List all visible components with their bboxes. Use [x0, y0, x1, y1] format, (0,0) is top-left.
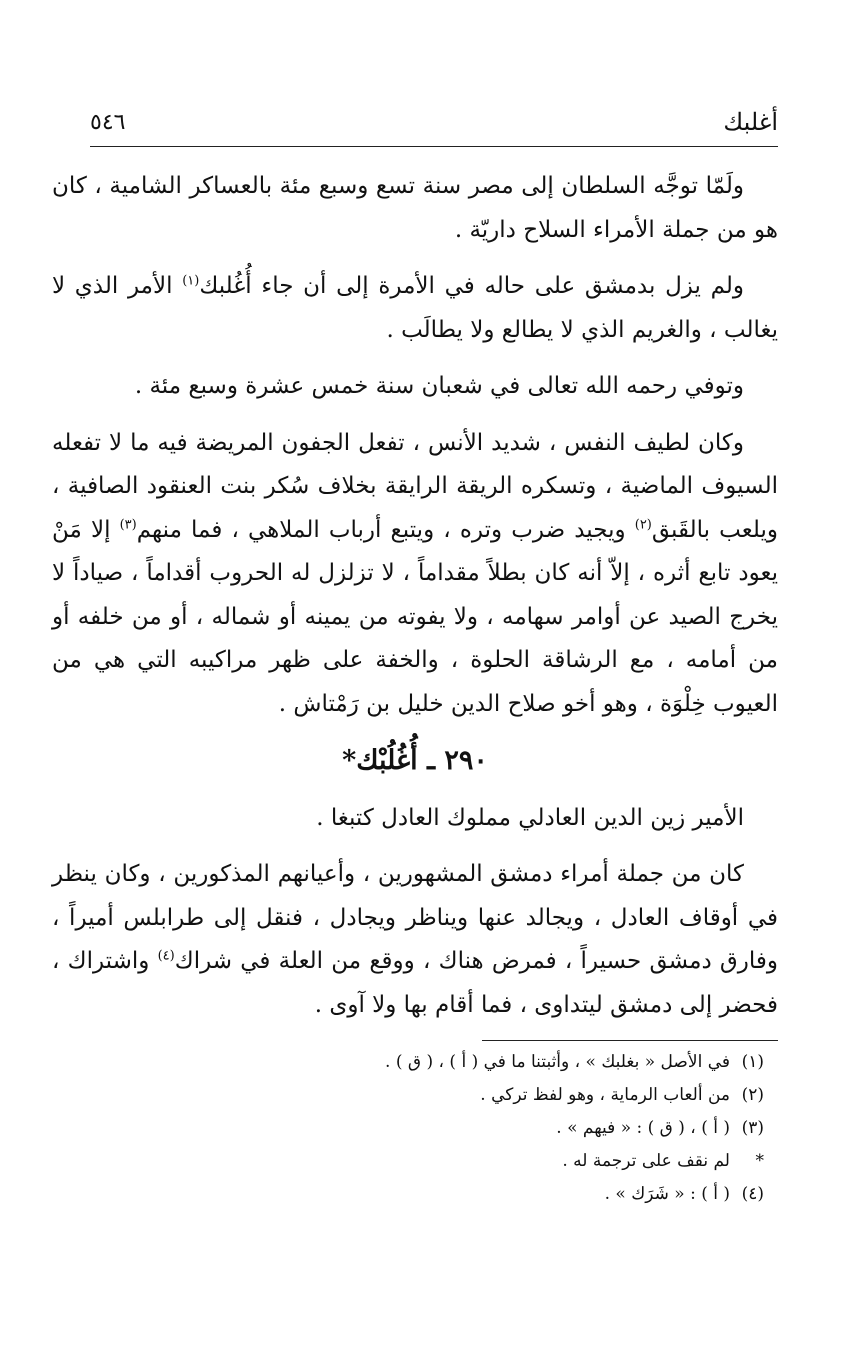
paragraph-4-text-c: إلا مَنْ يعود تابع أثره ، إلاّ أنه كان بطلاً مقداماً ، لا تزلزل له الحروب أقداماً ، صياداً لا يخرج الصيد عن أوامر سهامه ، ولا يفوته من يمينه أو شماله ، أو من خلفه أو من أمامه ، مع الرشاقة الحلوة ، والخفة على ظهر مراكيبه التي هي من العيوب خِلْوَة ، وهو أخو صلاح الدين خليل بن رَمْتاش . — [52, 516, 778, 717]
footnote-rule — [482, 1040, 778, 1041]
footnote-marker: (٤) — [741, 1184, 764, 1204]
footnote-marker: * — [755, 1151, 764, 1171]
entry-heading: ٢٩٠ ـ أُغُلُبْك* — [342, 745, 488, 776]
footnote-marker: (٣) — [741, 1118, 764, 1138]
footnote-marker: (٢) — [741, 1085, 764, 1105]
paragraph-5-text: الأمير زين الدين العادلي مملوك العادل كتبغا . — [316, 804, 744, 831]
footnote-ref-2: (٢) — [634, 516, 652, 532]
footnote-ref-1: (١) — [182, 273, 200, 289]
footnote-text: لم نقف على ترجمة له . — [562, 1151, 730, 1171]
paragraph-2-text-a: ولم يزل بدمشق على حاله في الأمرة إلى أن جاء أُغُلبك — [199, 273, 744, 299]
paragraph-2 — [52, 265, 778, 352]
paragraph-4-text-b: ويجيد ضرب وتره ، ويتبع أرباب الملاهي ، فما منهم — [136, 516, 635, 543]
footnotes — [90, 1046, 778, 1211]
footnote-item — [90, 1046, 778, 1079]
running-title: أغلبك — [723, 108, 778, 136]
footnote-item — [90, 1079, 778, 1112]
footnote-item — [90, 1145, 778, 1178]
paragraph-2-text-b: الأمر الذي لا يغالب ، والغريم الذي لا يطالع ولا يطالَب . — [52, 273, 778, 343]
paragraph-1 — [52, 165, 778, 252]
footnote-text: في الأصل « بغلبك » ، وأثبتنا ما في ( أ ) ، ( ق ) . — [385, 1052, 730, 1072]
footnote-marker: (١) — [741, 1052, 764, 1072]
body-text — [52, 165, 778, 1040]
paragraph-4-text-a: وكان لطيف النفس ، شديد الأنس ، تفعل الجفون المريضة فيه ما لا تفعله السيوف الماضية ، وتسكره الريقة الرايقة بخلاف سُكر بنت العنقود الصافية ، ويلعب بالقَبق — [52, 429, 778, 543]
footnote-text: ( أ ) : « شَرَك » . — [604, 1184, 730, 1204]
paragraph-5 — [52, 797, 778, 841]
paragraph-3-text: وتوفي رحمه الله تعالى في شعبان سنة خمس عشرة وسبع مئة . — [134, 373, 744, 399]
paragraph-6-text-a: كان من جملة أمراء دمشق المشهورين ، وأعيانهم المذكورين ، وكان ينظر في أوقاف العادل ، ويجالد عنها ويناظر ويجادل ، فنقل إلى طرابلس أميراً ، وفارق دمشق حسيراً ، فمرض هناك ، ووقع من العلة في شراك — [52, 861, 778, 974]
page-header — [90, 104, 778, 144]
footnote-item — [90, 1178, 778, 1211]
footnote-item — [90, 1112, 778, 1145]
footnote-ref-3: (٣) — [119, 516, 137, 532]
header-rule — [90, 146, 778, 147]
footnote-text: من ألعاب الرماية ، وهو لفظ تركي . — [480, 1085, 730, 1105]
paragraph-6-text-b: واشتراك ، فحضر إلى دمشق ليتداوى ، فما أقام بها ولا آوى . — [52, 948, 778, 1018]
page-number: ٥٤٦ — [90, 110, 126, 135]
paragraph-1-text: ولَمّا توجَّه السلطان إلى مصر سنة تسع وسبع مئة بالعساكر الشامية ، كان هو من جملة الأمراء السلاح داريّة . — [52, 173, 778, 243]
paragraph-3 — [52, 365, 778, 409]
paragraph-6 — [52, 853, 778, 1027]
footnote-text: ( أ ) ، ( ق ) : « فيهم » . — [556, 1118, 730, 1138]
paragraph-4 — [52, 422, 778, 727]
footnote-ref-4: (٤) — [157, 948, 175, 964]
